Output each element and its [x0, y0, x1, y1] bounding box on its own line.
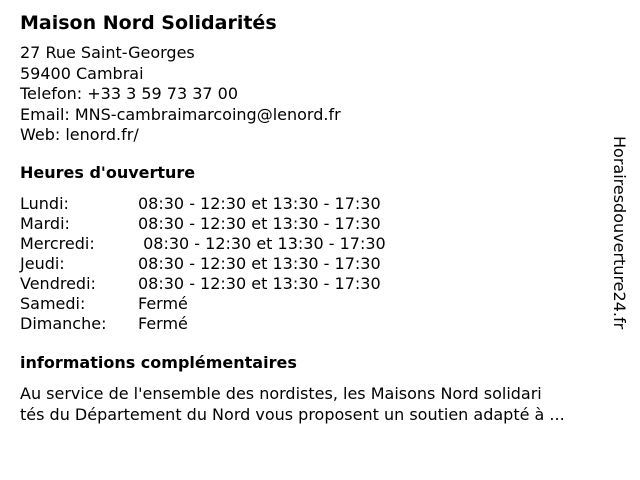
info-line: tés du Département du Nord vous proposent un soutien adapté à ... [20, 405, 565, 424]
day-label: Dimanche: [20, 314, 107, 333]
street-address: 27 Rue Saint-Georges [20, 43, 195, 62]
address-block [20, 43, 341, 146]
day-hours: Fermé [138, 314, 188, 333]
day-label: Lundi: [20, 194, 69, 213]
day-hours: 08:30 - 12:30 et 13:30 - 17:30 [138, 274, 381, 293]
info-text [20, 383, 565, 425]
day-label: Vendredi: [20, 274, 96, 293]
day-hours: 08:30 - 12:30 et 13:30 - 17:30 [138, 214, 381, 233]
day-hours: 08:30 - 12:30 et 13:30 - 17:30 [138, 254, 381, 273]
website: Web: lenord.fr/ [20, 125, 139, 144]
day-hours: Fermé [138, 294, 188, 313]
day-hours: 08:30 - 12:30 et 13:30 - 17:30 [138, 194, 381, 213]
day-label: Jeudi: [20, 254, 65, 273]
watermark-text: Horairesdouverture24.fr [610, 136, 629, 330]
phone: Telefon: +33 3 59 73 37 00 [20, 84, 239, 103]
business-name: Maison Nord Solidarités [20, 12, 277, 34]
day-label: Samedi: [20, 294, 86, 313]
day-hours: 08:30 - 12:30 et 13:30 - 17:30 [138, 234, 386, 253]
day-label: Mardi: [20, 214, 70, 233]
day-label: Mercredi: [20, 234, 95, 253]
info-heading: informations complémentaires [20, 353, 297, 372]
city: 59400 Cambrai [20, 63, 144, 83]
site-watermark [609, 136, 637, 346]
email: Email: MNS-cambraimarcoing@lenord.fr [20, 104, 341, 124]
hours-heading: Heures d'ouverture [20, 163, 196, 182]
info-line: Au service de l'ensemble des nordistes, les Maisons Nord solidari [20, 384, 542, 403]
